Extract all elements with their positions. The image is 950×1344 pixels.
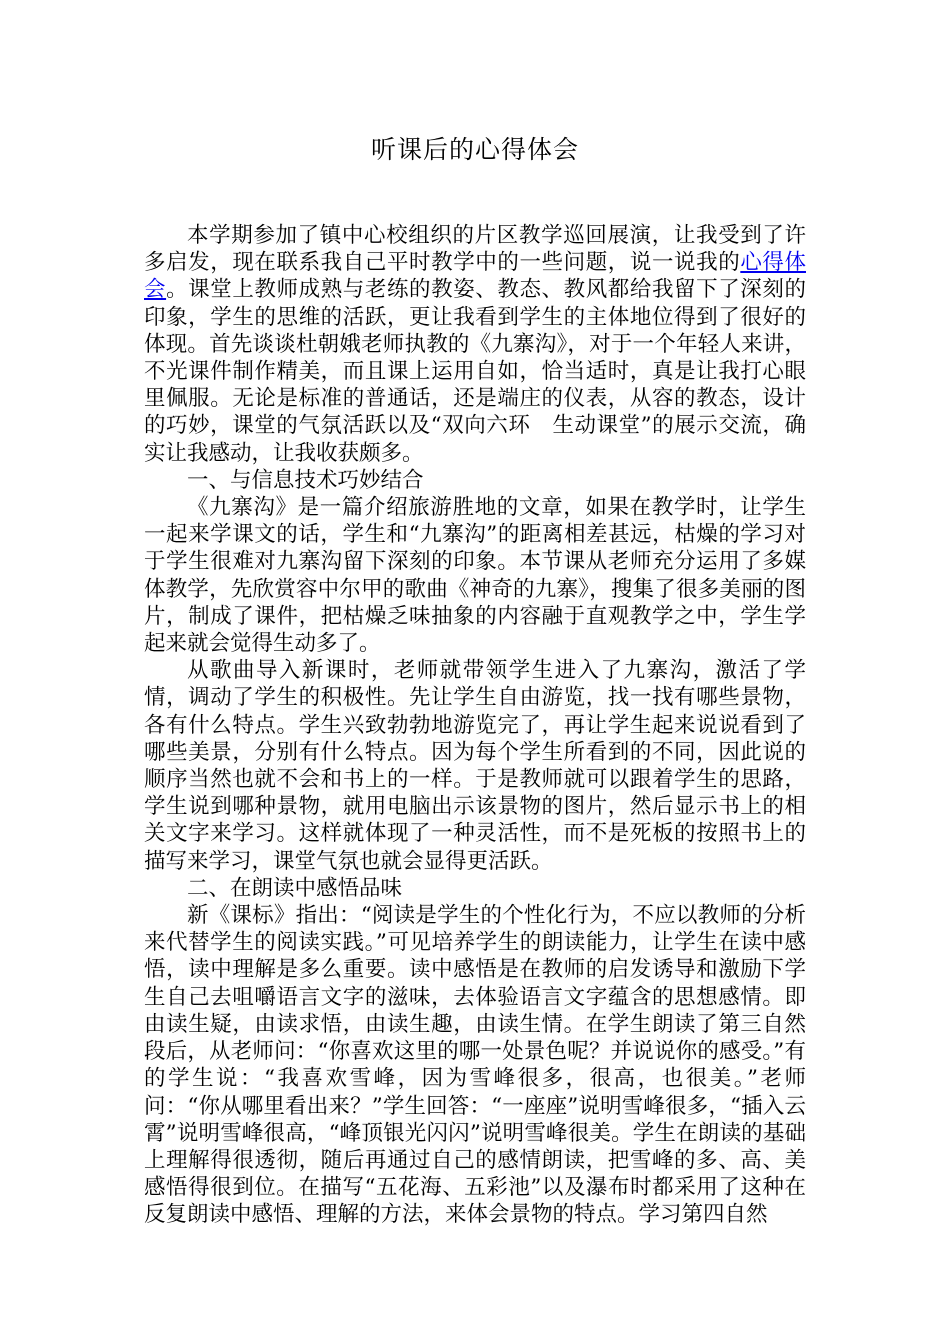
document-title: 听课后的心得体会 (370, 135, 579, 164)
document-body (144, 222, 806, 1229)
section-heading-1: 一、与信息技术巧妙结合 (187, 467, 424, 493)
xinde-tihui-link[interactable]: 心得体会 (144, 250, 806, 303)
paragraph-intro-text-end: 。课堂上教师成熟与老练的教姿、教态、教风都给我留下了深刻的印象，学生的思维的活跃，更让我看到学生的主体地位得到了很好的体现。首先谈谈杜朝娥老师执教的《九寨沟》，对于一个年轻人来讲，不光课件制作精美，而且课上运用自如，恰当适时，真是让我打心眼里佩服。无论是标准的普通话，还是端庄的仪表，从容的教态，设计的巧妙，课堂的气氛活跃以及“双向六环 生动课堂”的展示交流，确实让我感动，让我收获颇多。 (144, 277, 806, 466)
paragraph-intro-text-start: 本学期参加了镇中心校组织的片区教学巡回展演，让我受到了许多启发，现在联系我自己平时教学中的一些问题，说一说我的 (144, 223, 806, 276)
paragraph-intro (144, 222, 806, 467)
paragraph-reading: 新《课标》指出：“阅读是学生的个性化行为，不应以教师的分析来代替学生的阅读实践。”可见培养学生的朗读能力，让学生在读中感悟，读中理解是多么重要。读中感悟是在教师的启发诱导和激励下学生自己去咀嚼语言文字的滋味，去体验语言文字蕴含的思想感情。即由读生疑，由读求悟，由读生趣，由读生情。在学生朗读了第三自然段后，从老师问：“你喜欢这里的哪一处景色呢？并说说你的感受。”有的学生说：“我喜欢雪峰，因为雪峰很多，很高，也很美。”老师问：“你从哪里看出来？”学生回答：“一座座”说明雪峰很多，“插入云霄”说明雪峰很高，“峰顶银光闪闪”说明雪峰很美。学生在朗读的基础上理解得很透彻，随后再通过自己的感情朗读，把雪峰的多、高、美感悟得很到位。在描写“五花海、五彩池”以及瀑布时都采用了这种在反复朗读中感悟、理解的方法，来体会景物的特点。学习第四自然 (144, 903, 806, 1228)
section-heading-2: 二、在朗读中感悟品味 (187, 875, 403, 901)
paragraph-song-intro: 从歌曲导入新课时，老师就带领学生进入了九寨沟，激活了学情，调动了学生的积极性。先让学生自由游览，找一找有哪些景物，各有什么特点。学生兴致勃勃地游览完了，再让学生起来说说看到了哪些美景，分别有什么特点。因为每个学生所看到的不同，因此说的顺序当然也就不会和书上的一样。于是教师就可以跟着学生的思路，学生说到哪种景物，就用电脑出示该景物的图片，然后显示书上的相关文字来学习。这样就体现了一种灵活性，而不是死板的按照书上的描写来学习，课堂气氛也就会显得更活跃。 (144, 658, 806, 874)
paragraph-multimedia: 《九寨沟》是一篇介绍旅游胜地的文章，如果在教学时，让学生一起来学课文的话，学生和“九寨沟”的距离相差甚远，枯燥的学习对于学生很难对九寨沟留下深刻的印象。本节课从老师充分运用了多媒体教学，先欣赏容中尔甲的歌曲《神奇的九寨》，搜集了很多美丽的图片，制成了课件，把枯燥乏味抽象的内容融于直观教学之中，学生学起来就会觉得生动多了。 (144, 495, 806, 657)
